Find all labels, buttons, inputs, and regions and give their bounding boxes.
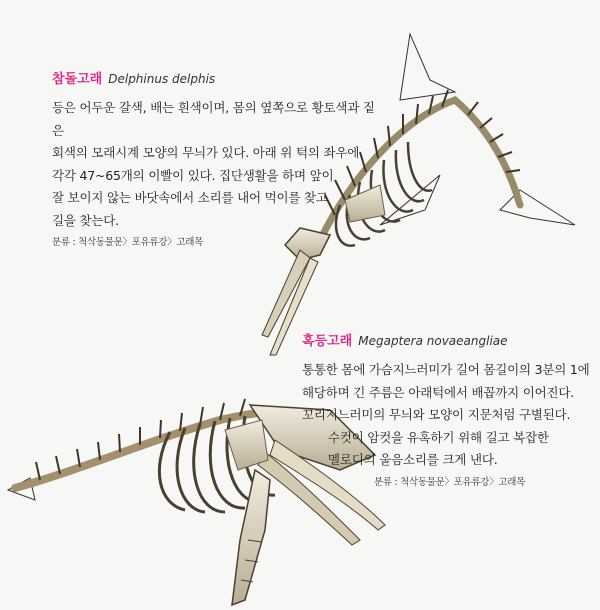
description-line: 멜로디의 울음소리를 크게 낸다. <box>328 452 498 467</box>
description-line: 회색의 모래시계 모양의 무늬가 있다. 아래 위 턱의 좌우에 <box>52 145 360 160</box>
description-line: 수컷이 암컷을 유혹하기 위해 길고 복잡한 <box>328 429 549 445</box>
dolphin-description <box>52 97 382 232</box>
humpback-classification: 분류 : 척삭동물문〉포유류강〉고래목 <box>374 476 526 488</box>
description-line: 해당하며 긴 주름은 아래턱에서 배꼽까지 이어진다. <box>302 384 575 400</box>
description-line: 각각 47~65개의 이빨이 있다. 집단생활을 하며 앞이 <box>52 167 334 183</box>
description-line: 통통한 몸에 가슴지느러미가 길어 몸길이의 3분의 1에 <box>302 362 590 377</box>
dolphin-scientific-name: Delphinus delphis <box>108 72 216 86</box>
humpback-scientific-name: Megaptera novaeangliae <box>358 334 508 348</box>
humpback-description <box>302 359 592 472</box>
dolphin-common-name: 참돌고래 <box>52 72 103 87</box>
dolphin-classification: 분류 : 척삭동물문〉포유류강〉고래목 <box>52 237 204 248</box>
description-line: 길을 찾는다. <box>52 212 119 228</box>
humpback-title <box>302 330 592 349</box>
humpback-common-name: 혹등고래 <box>302 334 353 349</box>
dolphin-title <box>52 68 382 87</box>
description-line: 꼬리지느러미의 무늬와 모양이 지문처럼 구별된다. <box>302 407 571 422</box>
humpback-info <box>302 330 592 488</box>
description-line: 잘 보이지 않는 바닷속에서 소리를 내어 먹이를 찾고 <box>52 190 328 205</box>
dolphin-info <box>52 68 382 248</box>
description-line: 등은 어두운 갈색, 배는 흰색이며, 몸의 옆쪽으로 황토색과 짙은 <box>52 100 375 138</box>
